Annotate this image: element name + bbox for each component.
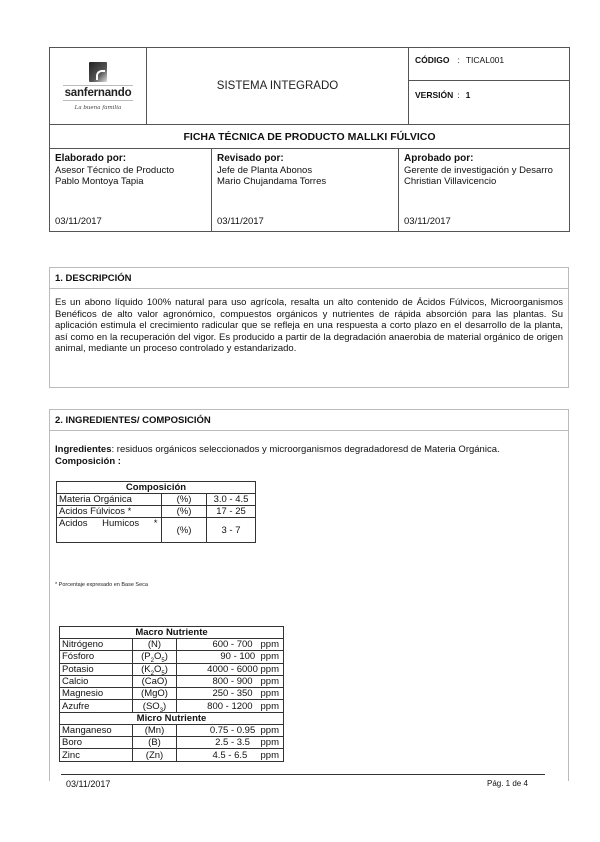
nutrient-value: 2.5 - 3.5 ppm	[177, 737, 284, 749]
table-row	[57, 506, 256, 518]
table-row	[60, 737, 284, 749]
logo-name: sanfernando	[64, 86, 132, 99]
signature-name: Christian Villavicencio	[404, 176, 497, 187]
macro-nutrient-header: Macro Nutriente	[60, 627, 284, 639]
ingredients-label: Ingredientes	[55, 444, 112, 455]
nutrient-formula: (Zn)	[133, 749, 177, 761]
component-name: Acidos Humicos *	[57, 518, 162, 543]
ingredients-line	[55, 444, 563, 456]
product-title: FICHA TÉCNICA DE PRODUCTO MALLKI FÚLVICO	[50, 125, 569, 149]
table-row	[60, 663, 284, 675]
ingredients-body	[50, 431, 568, 467]
signature-name: Pablo Montoya Tapia	[55, 176, 144, 187]
table-row	[60, 639, 284, 651]
table-row	[60, 675, 284, 687]
footer-date: 03/11/2017	[66, 779, 111, 789]
section-descripcion	[49, 267, 569, 388]
section-ingredientes	[49, 409, 569, 781]
nutrient-formula: $(P_2O_5)$	[133, 651, 177, 663]
table-row	[60, 724, 284, 736]
component-unit: (%)	[162, 506, 207, 518]
component-unit: (%)	[162, 518, 207, 543]
nutrient-name: Manganeso	[60, 724, 133, 736]
nutrient-formula: $(SO_3)$	[133, 700, 177, 712]
codigo-value: TICAL001	[465, 55, 505, 65]
page-number: Pág. 1 de 4	[487, 779, 528, 788]
signature-role: Jefe de Planta Abonos	[217, 164, 313, 176]
nutrient-formula: (N)	[133, 639, 177, 651]
nutrient-name: Azufre	[60, 700, 133, 712]
table-row	[60, 651, 284, 663]
table-row	[60, 749, 284, 761]
nutrient-table	[59, 626, 284, 762]
version-value: 1	[465, 90, 471, 100]
ingredients-text: : residuos orgánicos seleccionados y microorganismos degradadoresd de Materia Orgánica.	[111, 444, 500, 455]
nutrient-name: Fósforo	[60, 651, 133, 663]
version-label: VERSIÓN	[415, 90, 454, 100]
micro-nutrient-header: Micro Nutriente	[60, 712, 284, 724]
signature-role: Gerente de investigación y Desarro	[404, 164, 553, 176]
nutrient-name: Zinc	[60, 749, 133, 761]
signature-date: 03/11/2017	[55, 215, 102, 227]
signature-date: 03/11/2017	[404, 215, 451, 227]
separator: :	[457, 90, 460, 100]
system-title: SISTEMA INTEGRADO	[147, 48, 409, 124]
signature-aprobado	[399, 149, 569, 231]
signature-label: Aprobado por:	[404, 153, 474, 164]
codigo-row	[409, 48, 569, 81]
nutrient-formula: (CaO)	[133, 675, 177, 687]
signature-date: 03/11/2017	[217, 215, 264, 227]
header-top-row	[50, 48, 569, 125]
sanfernando-logo-icon	[89, 62, 107, 82]
separator: :	[457, 55, 460, 65]
signature-role: Asesor Técnico de Producto	[55, 164, 175, 176]
footer-divider	[61, 774, 545, 775]
footnote: * Porcentaje expresado en Base Seca	[55, 582, 148, 588]
nutrient-name: Calcio	[60, 675, 133, 687]
nutrient-formula: (Mn)	[133, 724, 177, 736]
logo-divider	[63, 100, 133, 101]
nutrient-name: Magnesio	[60, 688, 133, 700]
table-row	[57, 518, 256, 543]
component-name: Materia Orgánica	[57, 494, 162, 506]
signature-label: Elaborado por:	[55, 153, 127, 164]
component-value: 17 - 25	[207, 506, 256, 518]
component-value: 3.0 - 4.5	[207, 494, 256, 506]
section-title: 2. INGREDIENTES/ COMPOSICIÓN	[50, 410, 568, 431]
nutrient-formula: (B)	[133, 737, 177, 749]
table-row	[57, 494, 256, 506]
signature-row	[50, 149, 569, 231]
composition-table	[56, 481, 256, 543]
component-unit: (%)	[162, 494, 207, 506]
component-value: 3 - 7	[207, 518, 256, 543]
version-row	[409, 81, 569, 124]
nutrient-name: Potasio	[60, 663, 133, 675]
logo-cell	[50, 48, 147, 124]
section-title: 1. DESCRIPCIÓN	[50, 268, 568, 289]
nutrient-value: 4000 - 6000 ppm	[177, 663, 284, 675]
table-row	[60, 688, 284, 700]
table-row	[60, 700, 284, 712]
nutrient-value: 0.75 - 0.95 ppm	[177, 724, 284, 736]
signature-name: Mario Chujandama Torres	[217, 176, 327, 187]
signature-revisado	[212, 149, 399, 231]
nutrient-value: 600 - 700 ppm	[177, 639, 284, 651]
nutrient-value: 90 - 100 ppm	[177, 651, 284, 663]
nutrient-value: 800 - 1200 ppm	[177, 700, 284, 712]
signature-elaborado	[50, 149, 212, 231]
nutrient-value: 4.5 - 6.5 ppm	[177, 749, 284, 761]
nutrient-formula: (MgO)	[133, 688, 177, 700]
meta-cell	[409, 48, 569, 124]
component-name: Acidos Fúlvicos *	[57, 506, 162, 518]
nutrient-value: 250 - 350 ppm	[177, 688, 284, 700]
composition-table-header: Composición	[57, 482, 256, 494]
nutrient-name: Boro	[60, 737, 133, 749]
logo-tagline: La buena familia	[74, 104, 122, 111]
document-header	[49, 47, 570, 232]
codigo-label: CÓDIGO	[415, 55, 450, 65]
nutrient-formula: $(K_2O_5)$	[133, 663, 177, 675]
signature-label: Revisado por:	[217, 153, 284, 164]
logo-divider	[63, 85, 133, 86]
description-text: Es un abono líquido 100% natural para uso agrícola, resalta un alto contenido de Ácidos Fúlvicos, Microorganismos Benéficos de alto valor agronómico, compuestos orgánicos y nutrientes de rápida absorción para las plantas. Su aplicación estimula el crecimiento radicular que se refleja en una respuesta a corto plazo en el desarrollo de la planta, así como en la recuperación del vigor. Es producido a partir de la degradación anaerobia de material orgánico de origen animal, mediante un proceso controlado y estandarizado.	[55, 297, 563, 355]
nutrient-value: 800 - 900 ppm	[177, 675, 284, 687]
nutrient-name: Nitrógeno	[60, 639, 133, 651]
composition-label: Composición :	[55, 455, 121, 467]
